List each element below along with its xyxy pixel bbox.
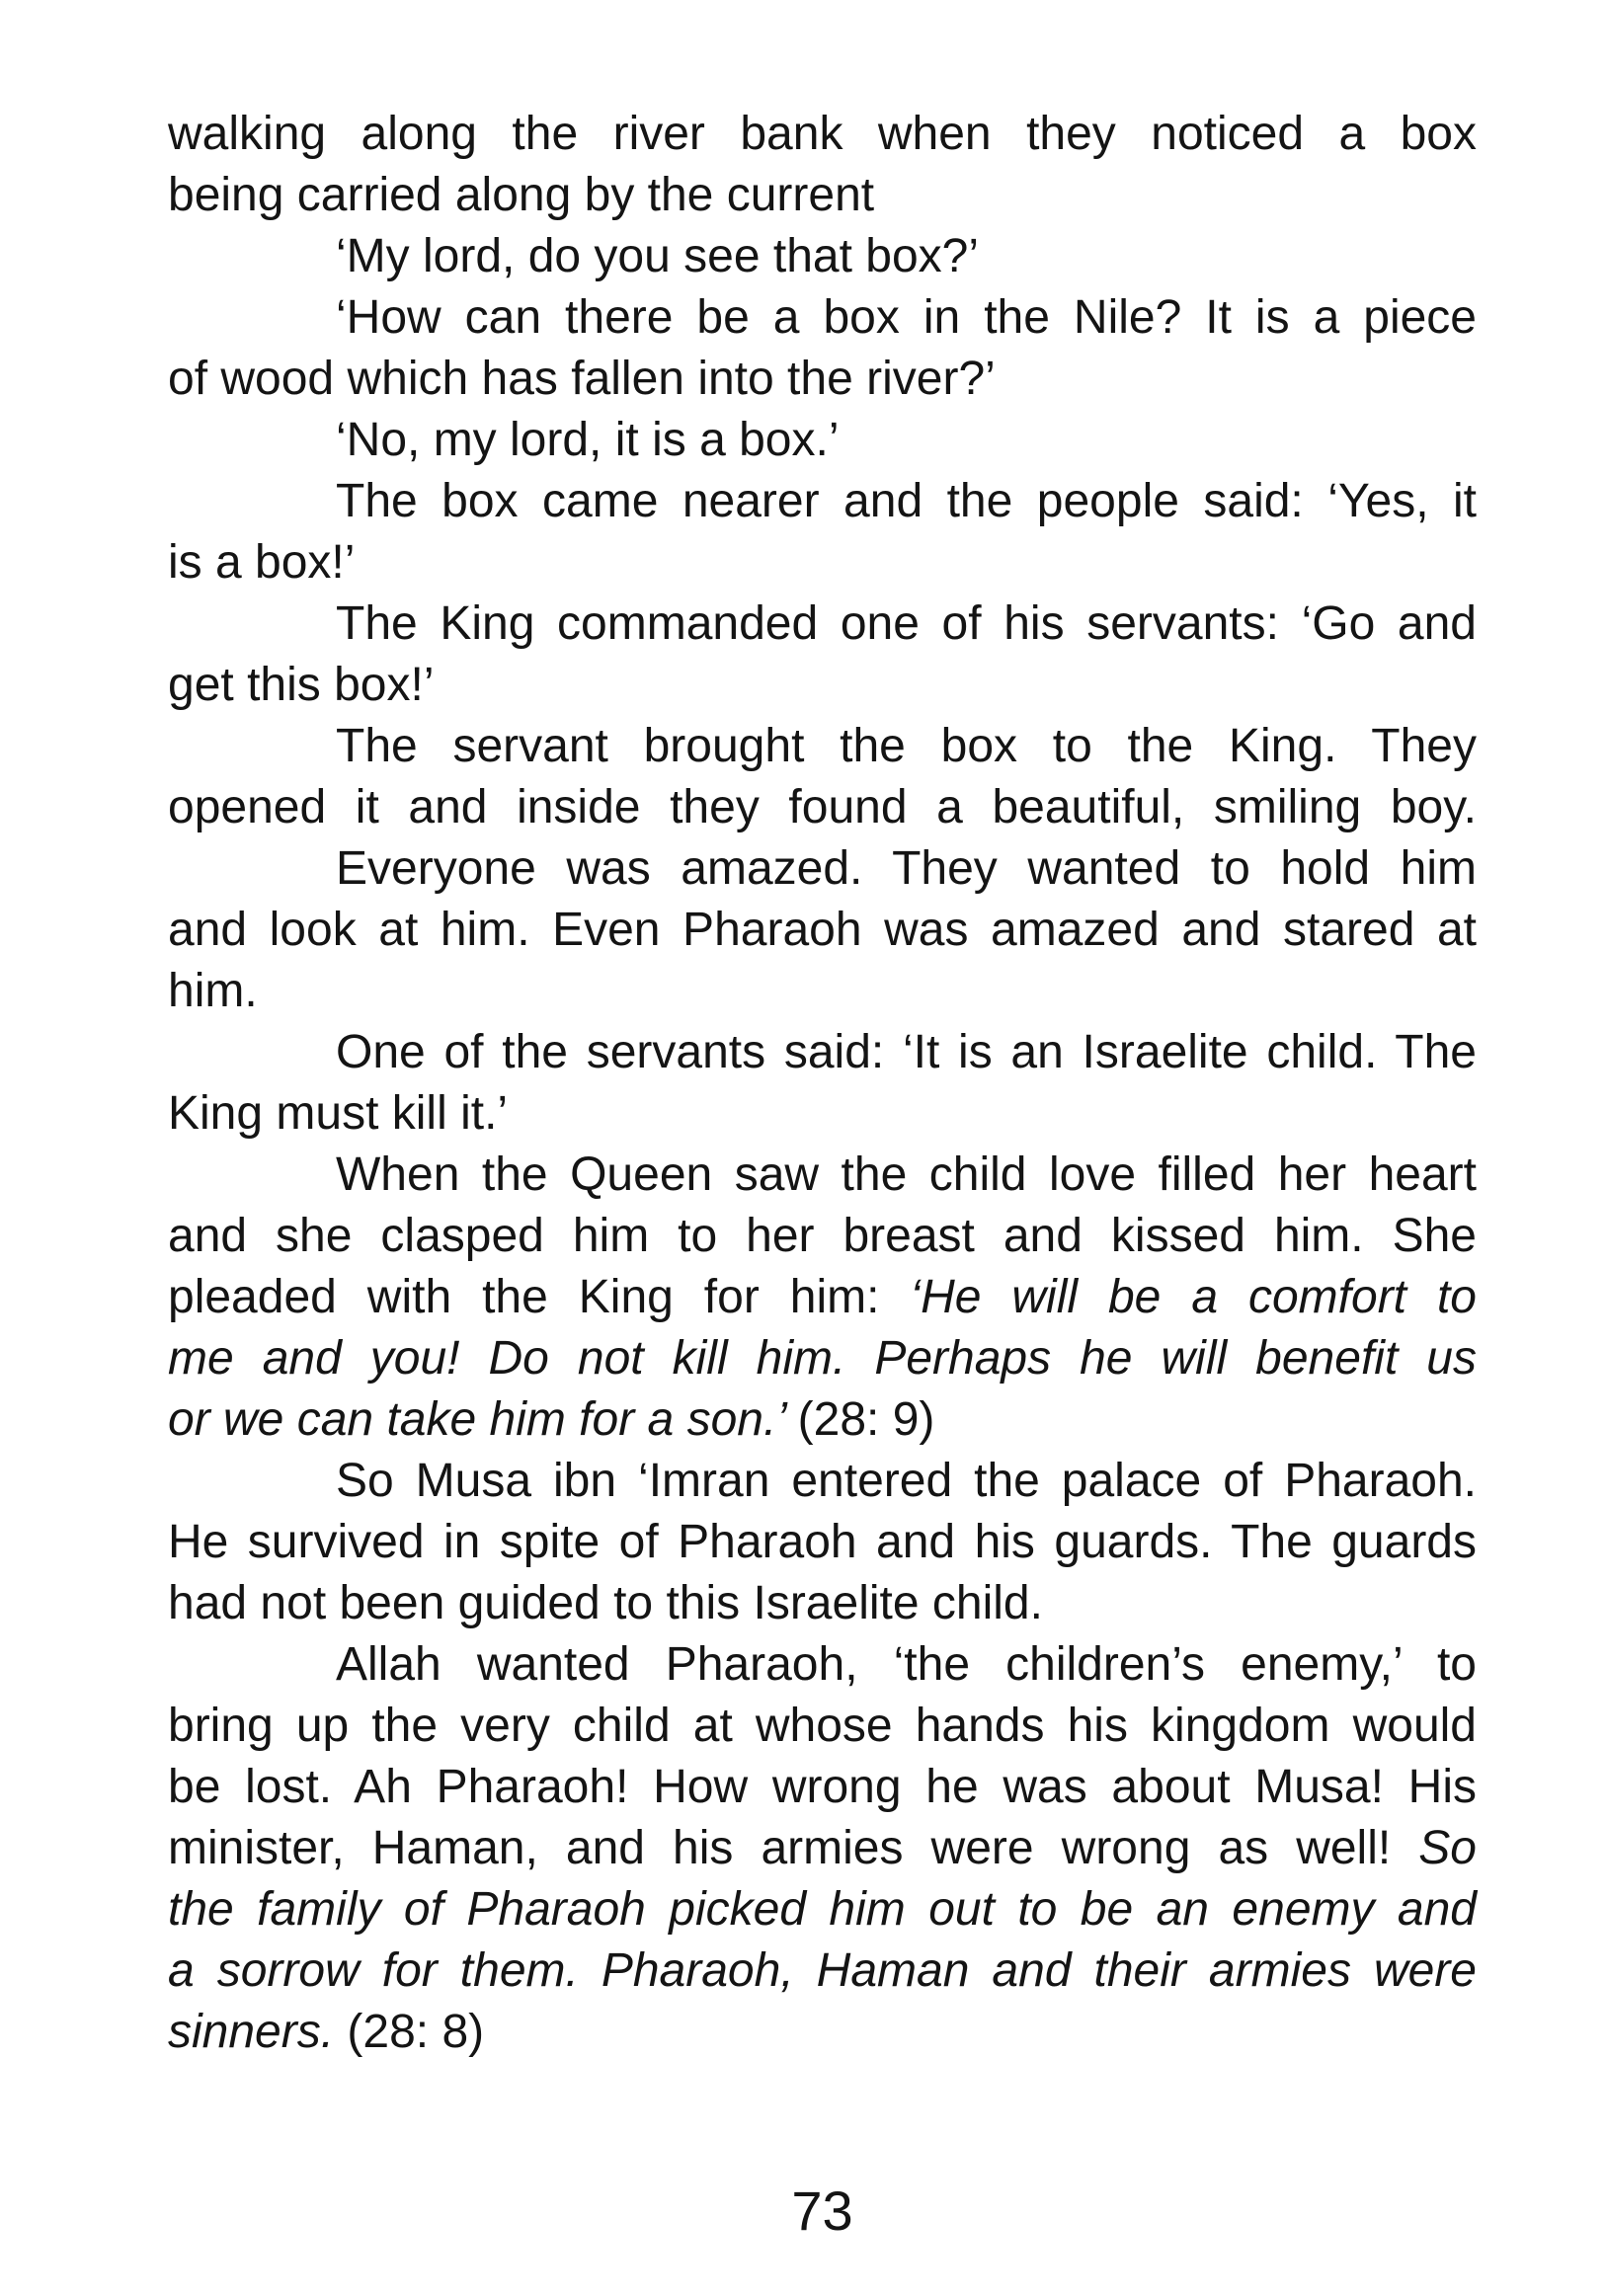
text-segment: be lost. Ah Pharaoh! How wrong he was about Musa! His	[168, 1761, 1477, 1813]
text-line	[168, 1083, 1477, 1145]
text-segment: So	[1418, 1822, 1477, 1874]
text-segment: One of the servants said: ‘It is an Israelite child. The	[336, 1026, 1477, 1078]
text-line	[168, 1696, 1477, 1757]
text-segment: him.	[168, 965, 258, 1017]
text-segment: (28: 8)	[347, 2006, 485, 2058]
text-line	[168, 1879, 1477, 1940]
text-line	[168, 1145, 1477, 1206]
text-line	[168, 838, 1477, 900]
text-line	[168, 777, 1477, 838]
text-segment: The servant brought the box to the King. They	[336, 720, 1477, 772]
text-line	[168, 226, 1477, 287]
text-segment: of wood which has fallen into the river?’	[168, 353, 996, 405]
text-segment: being carried along by the current	[168, 169, 875, 221]
text-segment: sinners.	[168, 2006, 348, 2058]
text-line	[168, 1328, 1477, 1389]
text-line	[168, 165, 1477, 226]
text-line	[168, 1757, 1477, 1818]
text-segment: ‘My lord, do you see that box?’	[336, 230, 980, 282]
text-line	[168, 594, 1477, 655]
text-line	[168, 716, 1477, 777]
text-segment: opened it and inside they found a beautiful, smiling boy.	[168, 781, 1477, 833]
text-line	[168, 349, 1477, 410]
text-line	[168, 1573, 1477, 1634]
text-segment: So Musa ibn ‘Imran entered the palace of Pharaoh.	[336, 1455, 1477, 1507]
text-line	[168, 471, 1477, 532]
text-line	[168, 1022, 1477, 1083]
text-segment: bring up the very child at whose hands his kingdom would	[168, 1700, 1477, 1752]
text-segment: or we can take him for a son.’	[168, 1393, 798, 1446]
text-line	[168, 1940, 1477, 2002]
text-line	[168, 104, 1477, 165]
text-segment: Everyone was amazed. They wanted to hold him	[336, 842, 1477, 895]
text-line	[168, 1634, 1477, 1696]
text-segment: ‘How can there be a box in the Nile? It is a piece	[336, 291, 1477, 344]
text-segment: get this box!’	[168, 659, 435, 711]
text-segment: The box came nearer and the people said: ‘Yes, it	[336, 475, 1477, 527]
page-number: 73	[791, 2179, 853, 2242]
text-line	[168, 287, 1477, 349]
text-line	[168, 1267, 1477, 1328]
text-segment: the family of Pharaoh picked him out to be an enemy and	[168, 1883, 1477, 1936]
page-text-block	[168, 104, 1477, 2063]
text-line	[168, 1451, 1477, 1512]
text-segment: minister, Haman, and his armies were wrong as well!	[168, 1822, 1419, 1874]
text-segment: is a box!’	[168, 536, 356, 589]
text-segment: and she clasped him to her breast and kissed him. She	[168, 1210, 1477, 1262]
text-segment: ‘No, my lord, it is a box.’	[336, 414, 840, 466]
text-line	[168, 900, 1477, 961]
text-segment: He survived in spite of Pharaoh and his guards. The guards	[168, 1516, 1477, 1568]
text-segment: Allah wanted Pharaoh, ‘the children’s enemy,’ to	[336, 1638, 1477, 1691]
text-line	[168, 1818, 1477, 1879]
text-line	[168, 961, 1477, 1022]
text-line	[168, 532, 1477, 594]
text-segment: and look at him. Even Pharaoh was amazed and stared at	[168, 904, 1477, 956]
text-segment: ‘He will be a comfort to	[910, 1271, 1477, 1323]
text-line	[168, 410, 1477, 471]
text-segment: a sorrow for them. Pharaoh, Haman and their armies were	[168, 1944, 1477, 1997]
text-line	[168, 655, 1477, 716]
text-line	[168, 1206, 1477, 1267]
text-segment: When the Queen saw the child love filled her heart	[336, 1148, 1477, 1201]
text-segment: pleaded with the King for him:	[168, 1271, 911, 1323]
text-segment: The King commanded one of his servants: ‘Go and	[336, 597, 1477, 650]
text-segment: had not been guided to this Israelite child.	[168, 1577, 1043, 1629]
text-line	[168, 2002, 1477, 2063]
text-line	[168, 1512, 1477, 1573]
text-segment: (28: 9)	[797, 1393, 935, 1446]
text-line	[168, 1389, 1477, 1451]
text-segment: walking along the river bank when they noticed a box	[168, 108, 1477, 160]
text-segment: King must kill it.’	[168, 1087, 509, 1140]
text-segment: me and you! Do not kill him. Perhaps he will benefit us	[168, 1332, 1477, 1385]
